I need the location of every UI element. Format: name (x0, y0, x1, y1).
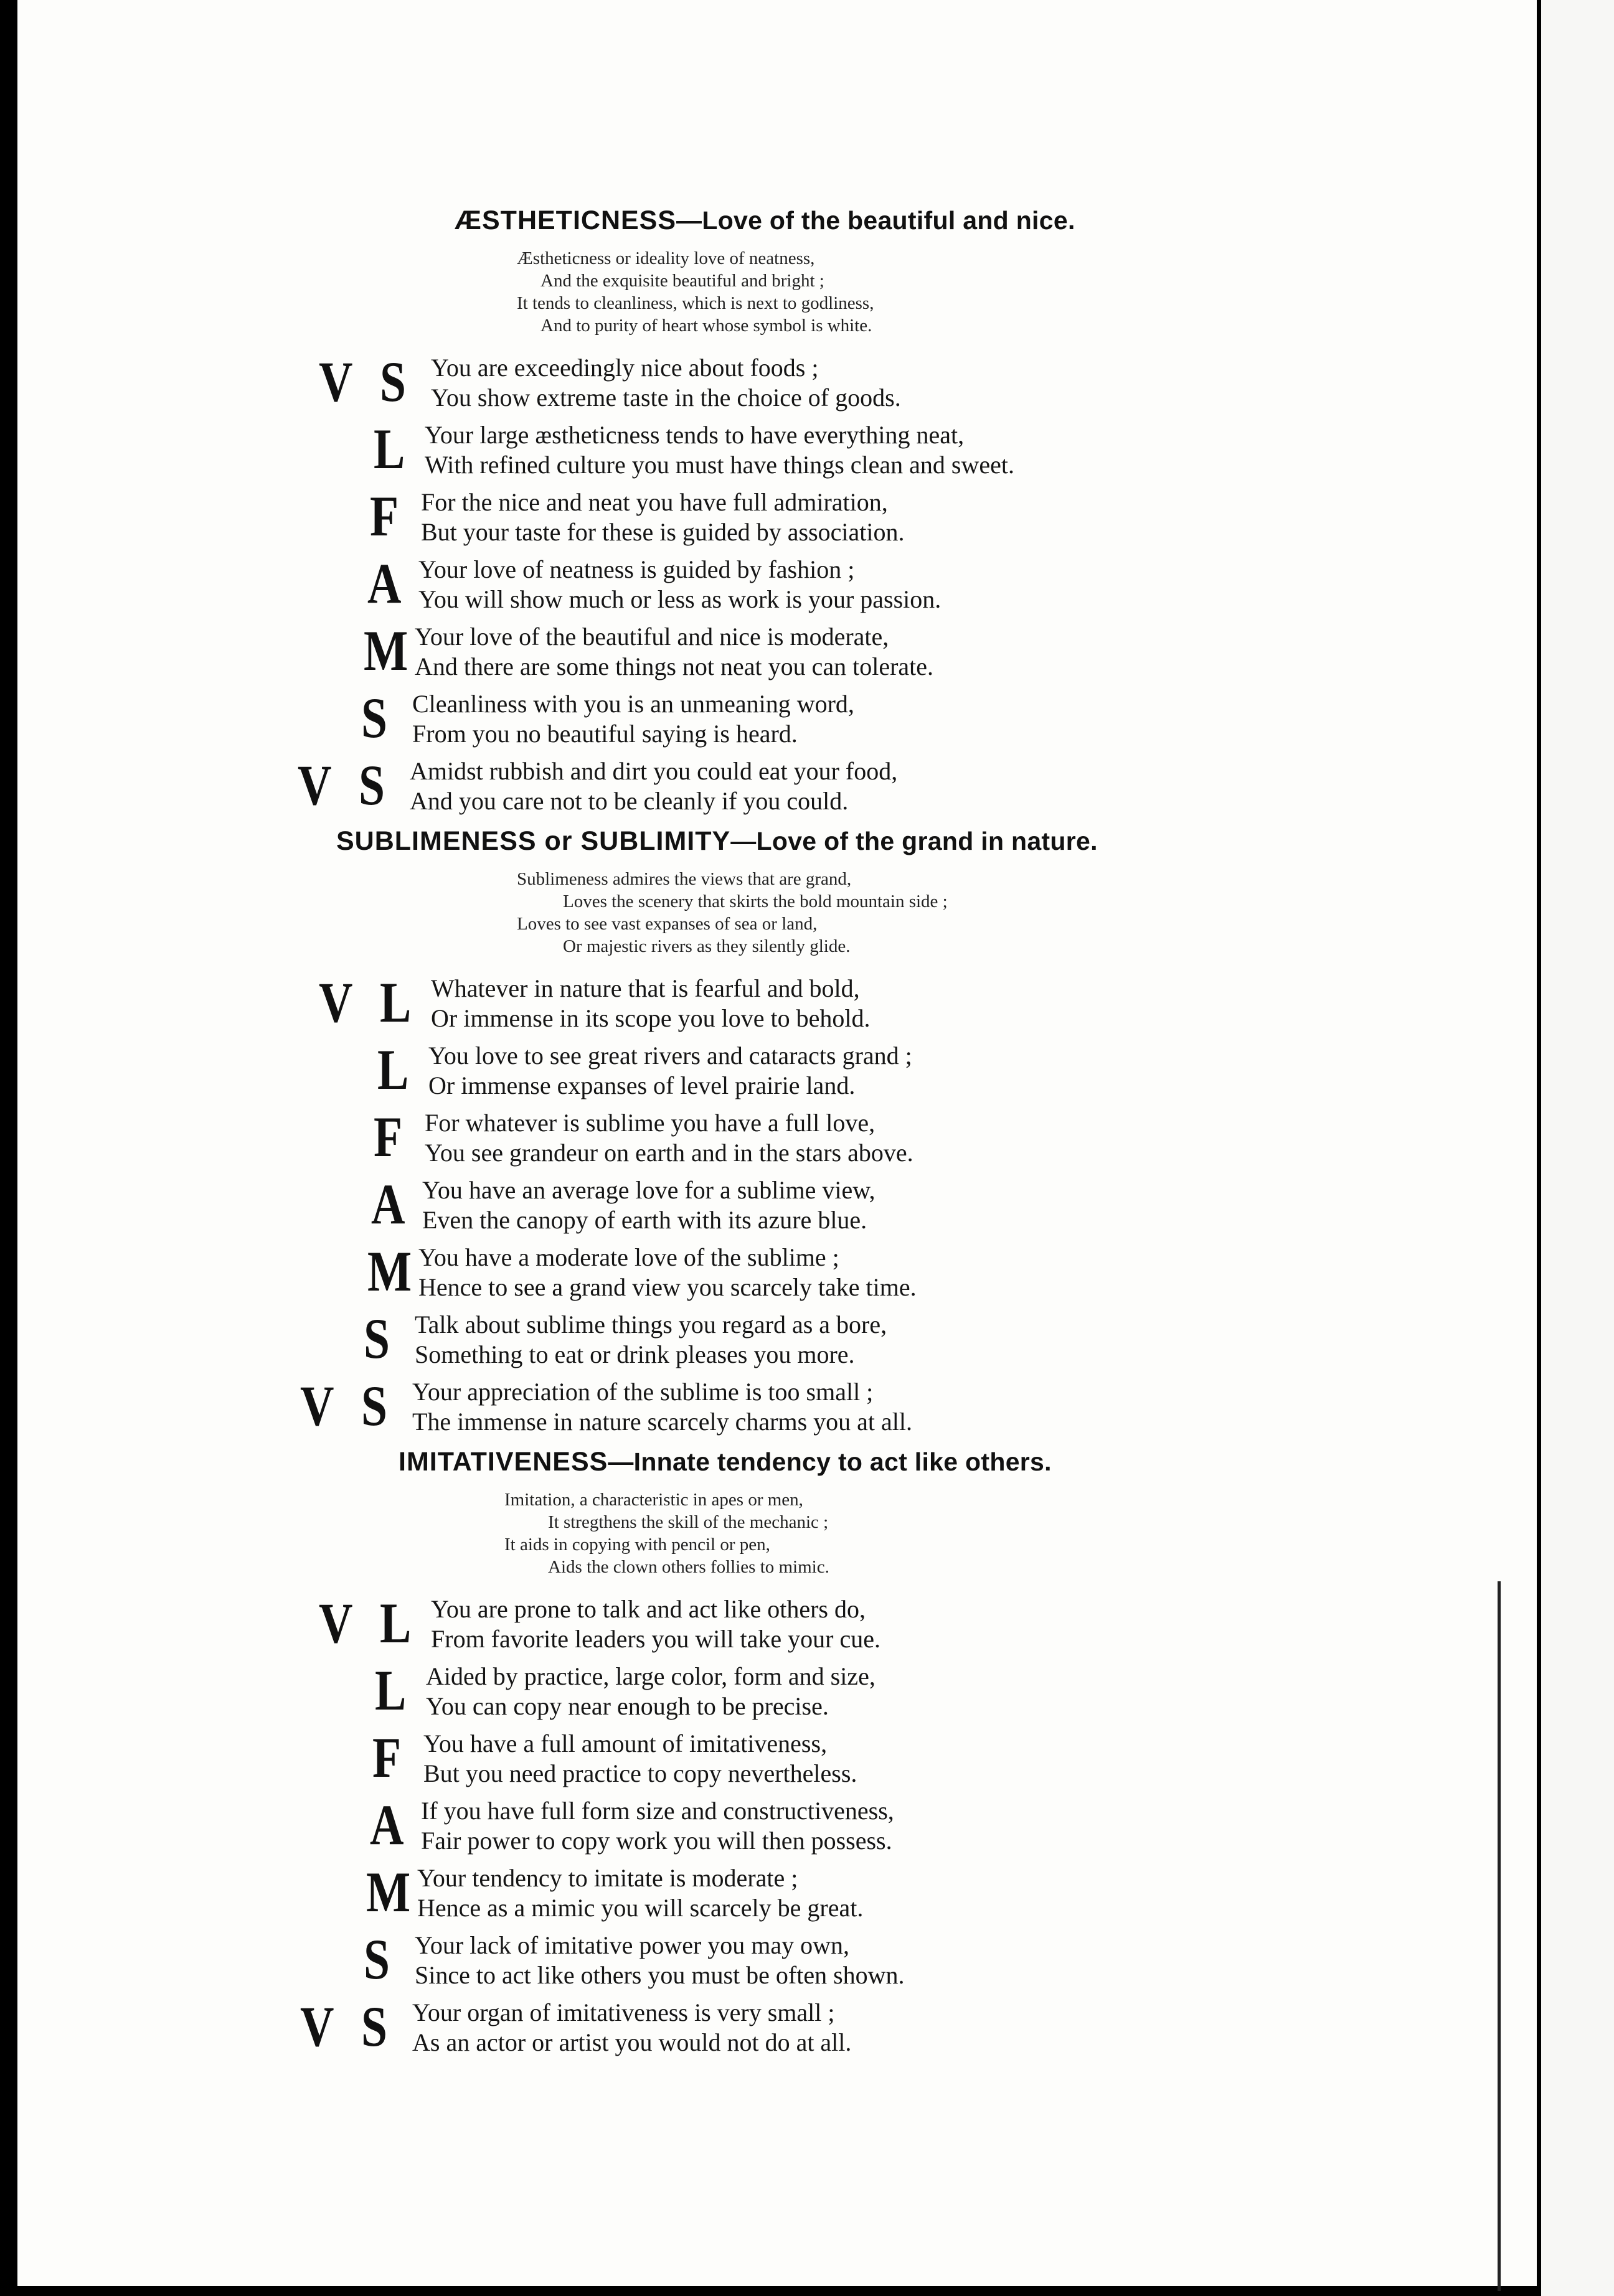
degree-mark-letter: F (374, 1105, 403, 1169)
verse-line: You can copy near enough to be precise. (426, 1692, 829, 1720)
intro-line: Imitation, a characteristic in apes or men, (504, 1490, 803, 1510)
degree-mark-letter: S (361, 1374, 387, 1437)
rating-entry (293, 685, 1401, 753)
heading-subtitle: —Love of the beautiful and nice. (676, 206, 1075, 235)
rating-verse (410, 756, 897, 816)
verse-line: You have a moderate love of the sublime ; (418, 1243, 839, 1271)
verse-line: But you need practice to copy nevertheless. (423, 1759, 857, 1787)
degree-mark-letter: S (359, 753, 385, 817)
rating-entry (293, 1591, 1401, 1658)
degree-mark-letter: L (375, 1658, 407, 1722)
degree-mark-letter: L (380, 971, 412, 1034)
verse-line: Fair power to copy work you will then possess. (421, 1827, 892, 1855)
intro-line: It tends to cleanliness, which is next to godliness, (517, 293, 874, 313)
rating-letters (276, 1306, 415, 1373)
rating-verse (415, 622, 933, 682)
adjacent-page-edge (1541, 0, 1614, 2296)
verse-line: For whatever is sublime you have a full love, (425, 1109, 875, 1137)
verse-line: You will show much or less as work is your passion. (418, 585, 942, 613)
degree-mark-letter: L (380, 1591, 412, 1655)
verse-line: As an actor or artist you would not do at all. (412, 2028, 852, 2056)
rating-verse (426, 1662, 875, 1721)
degree-mark-letter: S (361, 686, 387, 750)
rating-verse (418, 555, 941, 614)
rating-entry (293, 618, 1401, 685)
degree-mark-letter: S (361, 1995, 387, 2058)
rating-letters (280, 1239, 418, 1306)
degree-mark-letter: M (367, 1240, 412, 1303)
rating-letters (288, 1658, 426, 1725)
degree-mark-letter: L (377, 1038, 409, 1101)
rating-entry (293, 484, 1401, 551)
verse-line: Cleanliness with you is an unmeaning word, (412, 690, 854, 718)
very-mark-letter: V (319, 350, 353, 413)
rating-entry (293, 349, 1401, 416)
verse-line: Your lack of imitative power you may own, (415, 1931, 850, 1959)
rating-verse (425, 420, 1014, 480)
degree-mark-letter: L (374, 417, 405, 481)
verse-line: From you no beautiful saying is heard. (412, 720, 798, 748)
rating-letters (293, 970, 431, 1037)
verse-line: Your appreciation of the sublime is too small ; (412, 1378, 874, 1406)
verse-line: Your large æstheticness tends to have everything neat, (425, 421, 965, 449)
verse-line: You show extreme taste in the choice of goods. (431, 383, 901, 412)
rating-verse (412, 1998, 851, 2058)
rating-entry (293, 753, 1401, 820)
verse-line: Your love of the beautiful and nice is moderate, (415, 623, 889, 651)
intro-line: Sublimeness admires the views that are grand, (517, 869, 852, 889)
verse-line: You love to see great rivers and cataracts grand ; (428, 1042, 912, 1070)
degree-mark-letter: S (364, 1307, 390, 1370)
degree-mark-letter: M (364, 619, 408, 682)
rating-letters (293, 349, 431, 416)
page-fold-shadow (1498, 1581, 1501, 2291)
rating-letters (274, 1373, 412, 1441)
rating-verse (415, 1310, 887, 1370)
degree-mark-letter: M (366, 1860, 411, 1924)
rating-entry (293, 1104, 1401, 1172)
degree-mark-letter: F (370, 484, 399, 548)
section-heading (293, 1447, 1401, 1477)
verse-line: But your taste for these is guided by association. (421, 518, 905, 546)
rating-letters (283, 1792, 421, 1860)
rating-verse (431, 353, 901, 413)
rating-entry (293, 1927, 1401, 1994)
verse-line: And there are some things not neat you can tolerate. (415, 652, 934, 680)
degree-mark-letter: A (371, 1172, 405, 1236)
rating-verse (428, 1041, 912, 1101)
rating-verse (422, 1175, 875, 1235)
rating-entry (293, 1239, 1401, 1306)
intro-line: And the exquisite beautiful and bright ; (540, 271, 824, 291)
section (293, 1447, 1401, 2061)
very-mark-letter: V (298, 753, 332, 817)
verse-line: From favorite leaders you will take your cue. (431, 1625, 880, 1653)
rating-entry (293, 1037, 1401, 1104)
verse-line: And you care not to be cleanly if you could. (410, 787, 849, 815)
heading-subtitle: —Innate tendency to act like others. (608, 1447, 1052, 1476)
verse-line: You are exceedingly nice about foods ; (431, 354, 819, 382)
section-heading (293, 826, 1401, 857)
rating-verse (421, 487, 905, 547)
degree-mark-letter: A (370, 1793, 404, 1856)
verse-line: Hence as a mimic you will scarcely be great. (417, 1894, 864, 1922)
rating-entry (293, 1994, 1401, 2061)
document-body (293, 205, 1401, 2068)
rating-entry (293, 1172, 1401, 1239)
verse-line: Or immense expanses of level prairie land. (428, 1071, 856, 1099)
verse-line: You have a full amount of imitativeness, (423, 1729, 828, 1757)
very-mark-letter: V (319, 1591, 353, 1655)
intro-line: Loves the scenery that skirts the bold mountain side ; (563, 892, 948, 911)
heading-title: IMITATIVENESS (399, 1447, 608, 1477)
rating-verse (425, 1108, 913, 1168)
intro-stanza (293, 1489, 1401, 1578)
rating-verse (412, 689, 854, 749)
rating-letters (290, 1037, 428, 1104)
rating-entry (293, 970, 1401, 1037)
heading-subtitle: —Love of the grand in nature. (730, 827, 1098, 855)
rating-verse (417, 1863, 863, 1923)
section-heading (293, 205, 1401, 236)
verse-line: You are prone to talk and act like others do, (431, 1595, 866, 1623)
rating-entry (293, 416, 1401, 484)
rating-letters (283, 484, 421, 551)
rating-entry (293, 1792, 1401, 1860)
verse-line: Talk about sublime things you regard as a bore, (415, 1310, 887, 1339)
verse-line: Your organ of imitativeness is very small ; (412, 1998, 835, 2026)
rating-verse (423, 1729, 857, 1789)
intro-line: Æstheticness or ideality love of neatness, (517, 248, 815, 268)
degree-mark-letter: A (367, 552, 402, 615)
verse-line: Since to act like others you must be often shown. (415, 1961, 905, 1989)
section (293, 826, 1401, 1441)
intro-stanza (293, 247, 1401, 337)
rating-letters (271, 753, 410, 820)
very-mark-letter: V (319, 971, 353, 1034)
intro-line: Loves to see vast expanses of sea or land, (517, 914, 818, 934)
heading-title: ÆSTHETICNESS (455, 205, 677, 235)
rating-entry (293, 1373, 1401, 1441)
degree-mark-letter: S (364, 1927, 390, 1991)
intro-line: Aids the clown others follies to mimic. (548, 1557, 829, 1577)
intro-line: Or majestic rivers as they silently glide. (563, 936, 851, 956)
rating-letters (276, 1927, 415, 1994)
rating-letters (286, 416, 425, 484)
verse-line: The immense in nature scarcely charms you at all. (412, 1408, 913, 1436)
heading-title: SUBLIMENESS or SUBLIMITY (336, 826, 731, 856)
verse-line: Hence to see a grand view you scarcely take time. (418, 1273, 917, 1301)
rating-verse (431, 974, 870, 1033)
very-mark-letter: V (300, 1995, 334, 2058)
rating-entry (293, 1725, 1401, 1792)
intro-line: It stregthens the skill of the mechanic ; (548, 1512, 829, 1532)
verse-line: Or immense in its scope you love to behold. (431, 1004, 871, 1032)
verse-line: Amidst rubbish and dirt you could eat your food, (410, 757, 898, 785)
rating-verse (418, 1243, 917, 1302)
rating-verse (412, 1377, 912, 1437)
verse-line: If you have full form size and constructiveness, (421, 1797, 894, 1825)
intro-line: It aids in copying with pencil or pen, (504, 1535, 770, 1555)
degree-mark-letter: F (372, 1726, 402, 1789)
rating-letters (284, 1172, 422, 1239)
verse-line: With refined culture you must have things clean and sweet. (425, 451, 1014, 479)
rating-letters (274, 685, 412, 753)
verse-line: For the nice and neat you have full admiration, (421, 488, 888, 516)
rating-entry (293, 1658, 1401, 1725)
rating-letters (279, 1860, 417, 1927)
verse-line: Even the canopy of earth with its azure blue. (422, 1206, 867, 1234)
rating-letters (293, 1591, 431, 1658)
rating-letters (286, 1104, 425, 1172)
intro-line: And to purity of heart whose symbol is white. (540, 316, 872, 336)
rating-verse (421, 1796, 894, 1856)
verse-line: Your love of neatness is guided by fashion ; (418, 555, 855, 583)
intro-stanza (293, 868, 1401, 957)
rating-entry (293, 1860, 1401, 1927)
rating-entry (293, 551, 1401, 618)
verse-line: Whatever in nature that is fearful and bold, (431, 974, 860, 1002)
degree-mark-letter: S (380, 350, 406, 413)
rating-letters (276, 618, 415, 685)
rating-letters (280, 551, 418, 618)
rating-letters (274, 1994, 412, 2061)
rating-verse (415, 1931, 905, 1990)
verse-line: You see grandeur on earth and in the stars above. (425, 1139, 913, 1167)
rating-letters (285, 1725, 423, 1792)
verse-line: Your tendency to imitate is moderate ; (417, 1864, 798, 1892)
section (293, 205, 1401, 820)
verse-line: You have an average love for a sublime view, (422, 1176, 875, 1204)
very-mark-letter: V (300, 1374, 334, 1437)
verse-line: Something to eat or drink pleases you more. (415, 1340, 855, 1368)
rating-verse (431, 1594, 880, 1654)
rating-entry (293, 1306, 1401, 1373)
verse-line: Aided by practice, large color, form and size, (426, 1662, 875, 1690)
